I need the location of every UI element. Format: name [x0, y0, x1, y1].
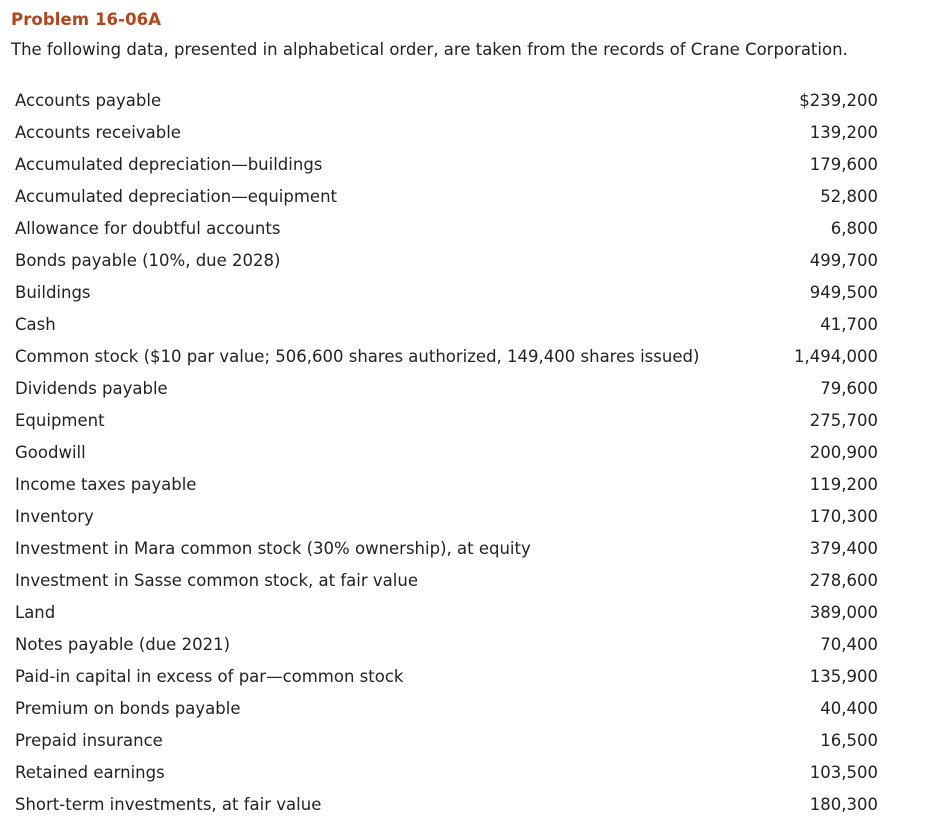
- account-row: [15, 468, 878, 500]
- account-label: Investment in Sasse common stock, at fair value: [15, 570, 418, 590]
- account-row: [15, 436, 878, 468]
- account-amount: 379,400: [809, 538, 878, 558]
- account-row: [15, 756, 878, 788]
- account-label: Accounts payable: [15, 90, 162, 110]
- account-amount: 179,600: [809, 154, 878, 174]
- account-label: Notes payable (due 2021): [15, 634, 231, 654]
- account-label: Accumulated depreciation—equipment: [15, 186, 337, 206]
- account-amount: 119,200: [809, 474, 878, 494]
- account-amount: 278,600: [809, 570, 878, 590]
- account-row: [15, 596, 878, 628]
- account-row: [15, 276, 878, 308]
- account-amount: 16,500: [820, 730, 878, 750]
- account-row: [15, 116, 878, 148]
- account-label: Income taxes payable: [15, 474, 197, 494]
- account-row: [15, 692, 878, 724]
- account-amount: 40,400: [820, 698, 878, 718]
- account-amount: 499,700: [809, 250, 878, 270]
- account-row: [15, 148, 878, 180]
- account-label: Equipment: [15, 410, 105, 430]
- account-label: Premium on bonds payable: [15, 698, 241, 718]
- account-row: [15, 180, 878, 212]
- account-row: [15, 724, 878, 756]
- account-amount: 135,900: [809, 666, 878, 686]
- account-row: [15, 212, 878, 244]
- account-row: [15, 532, 878, 564]
- account-row: [15, 500, 878, 532]
- account-label: Short-term investments, at fair value: [15, 794, 322, 814]
- account-label: Investment in Mara common stock (30% ownership), at equity: [15, 538, 531, 558]
- account-label: Cash: [15, 314, 56, 334]
- account-amount: 1,494,000: [794, 346, 878, 366]
- account-label: Paid-in capital in excess of par—common stock: [15, 666, 404, 686]
- account-amount: 180,300: [809, 794, 878, 814]
- account-amount: 79,600: [820, 378, 878, 398]
- account-label: Inventory: [15, 506, 94, 526]
- account-label: Allowance for doubtful accounts: [15, 218, 281, 238]
- account-amount: 103,500: [809, 762, 878, 782]
- account-amount: 275,700: [809, 410, 878, 430]
- account-amount: 170,300: [809, 506, 878, 526]
- account-amount: 70,400: [820, 634, 878, 654]
- account-label: Accumulated depreciation—buildings: [15, 154, 323, 174]
- account-row: [15, 788, 878, 820]
- account-label: Common stock ($10 par value; 506,600 shares authorized, 149,400 shares issued): [15, 346, 700, 366]
- account-label: Accounts receivable: [15, 122, 181, 142]
- account-row: [15, 308, 878, 340]
- account-row: [15, 660, 878, 692]
- account-amount: 41,700: [820, 314, 878, 334]
- account-amount: 949,500: [809, 282, 878, 302]
- account-row: [15, 404, 878, 436]
- account-label: Dividends payable: [15, 378, 168, 398]
- account-amount: $239,200: [799, 90, 878, 110]
- account-amount: 200,900: [809, 442, 878, 462]
- account-amount: 139,200: [809, 122, 878, 142]
- account-label: Prepaid insurance: [15, 730, 163, 750]
- account-amount: 6,800: [830, 218, 878, 238]
- account-amount: 52,800: [820, 186, 878, 206]
- account-row: [15, 84, 878, 116]
- account-label: Buildings: [15, 282, 91, 302]
- account-label: Goodwill: [15, 442, 86, 462]
- account-amount: 389,000: [809, 602, 878, 622]
- account-row: [15, 244, 878, 276]
- account-list: [15, 84, 878, 820]
- problem-intro: The following data, presented in alphabetical order, are taken from the records of Crane Corporation.: [11, 40, 848, 59]
- account-row: [15, 564, 878, 596]
- account-label: Land: [15, 602, 56, 622]
- problem-title: Problem 16-06A: [11, 10, 162, 29]
- account-row: [15, 372, 878, 404]
- account-label: Bonds payable (10%, due 2028): [15, 250, 281, 270]
- account-label: Retained earnings: [15, 762, 165, 782]
- account-row: [15, 340, 878, 372]
- account-row: [15, 628, 878, 660]
